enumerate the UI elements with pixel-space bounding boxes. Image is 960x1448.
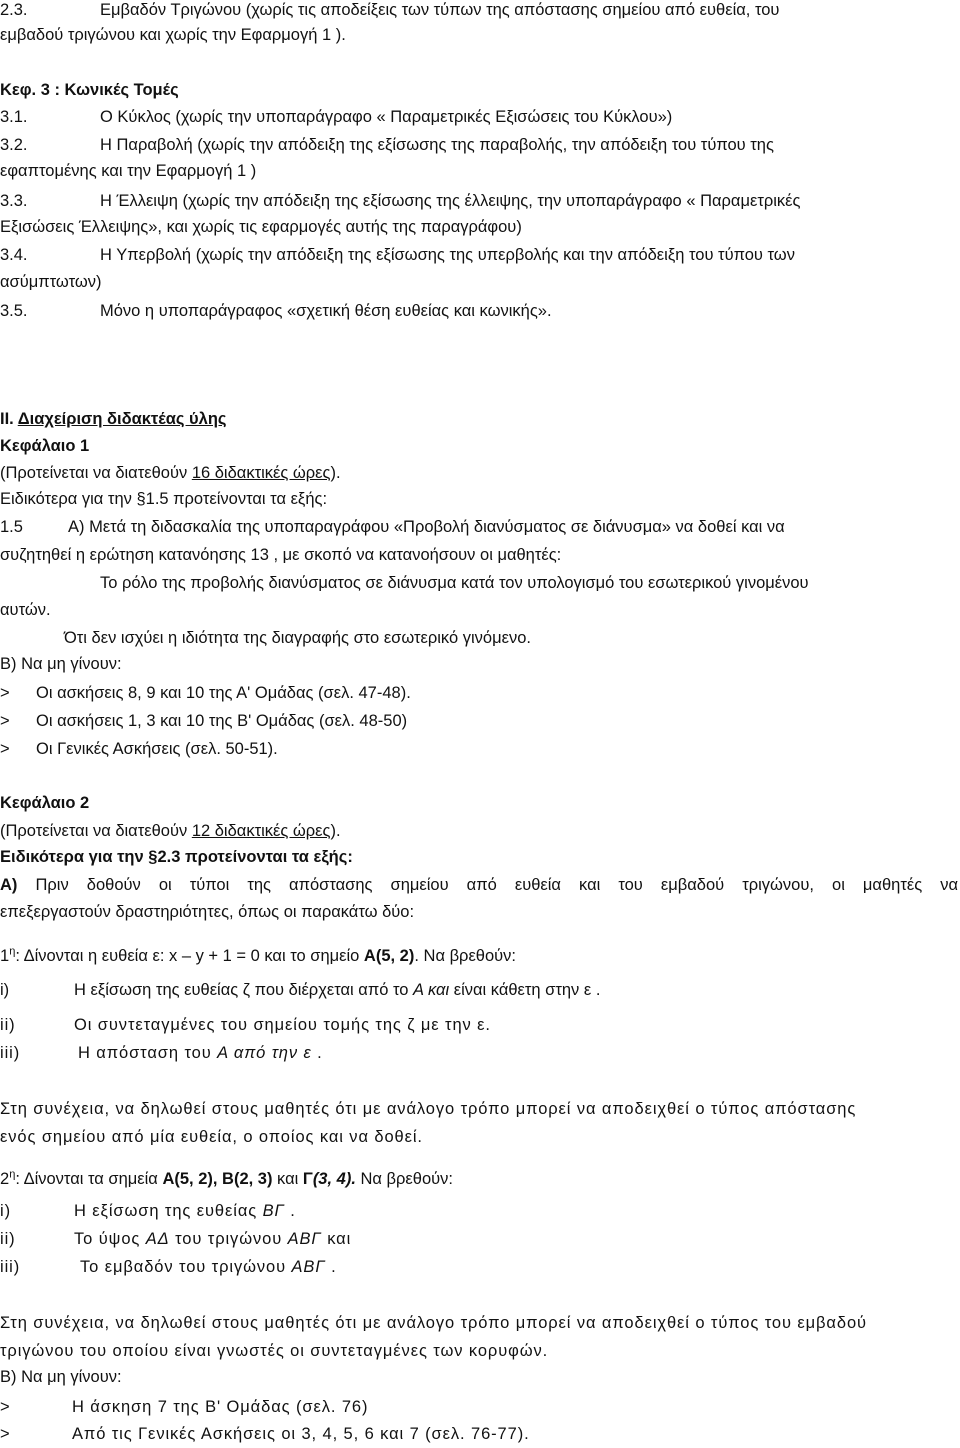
ch1-item-a-cont: συζητηθεί η ερώτηση κατανόησης 13 , με σκοπό να κατανοήσουν οι μαθητές: [0,546,562,564]
list-text: Οι ασκήσεις 8, 9 και 10 της Α' Ομάδας (σελ. 47-48). [36,684,411,702]
activity-text: : Δίνονται τα σημεία [15,1170,163,1188]
part-number: ΙΙ. [0,410,14,428]
hours-suffix: ). [330,464,341,482]
item-text-mid: του τριγώνου [169,1230,288,1248]
section-3-4-cont: ασύμπτωτων) [0,273,102,291]
activity-point-g-coords: (3, 4). [312,1170,356,1188]
activity-1-follow: Στη συνέχεια, να δηλωθεί στους μαθητές ότι με ανάλογο τρόπο μπορεί να αποδειχθεί ο τύπος απόστασης [0,1100,857,1118]
list-text: Οι ασκήσεις 1, 3 και 10 της Β' Ομάδας (σελ. 48-50) [36,712,408,730]
section-2-3-cont: εμβαδού τριγώνου και χωρίς την Εφαρμογή 1 ). [0,26,346,44]
section-3-3-cont: Εξισώσεις Έλλειψης», και χωρίς τις εφαρμογές αυτής της παραγράφου) [0,218,522,236]
list-marker: > [0,740,10,758]
list-item [0,710,408,732]
section-3-5 [0,300,552,322]
chapter-1-title: Κεφάλαιο 1 [0,437,90,455]
list-item [0,1423,530,1445]
hours-prefix: (Προτείνεται να διατεθούν [0,464,192,482]
ch2-item-a [0,874,958,896]
ch1-b-heading: Β) Να μη γίνουν: [0,655,122,673]
activity-2-item [0,1200,296,1222]
section-3-2-cont: εφαπτομένης και την Εφαρμογή 1 ) [0,162,257,180]
chapter-2-hours [0,820,341,842]
activity-1-follow-cont: ενός σημείου από μία ευθεία, ο οποίος και να δοθεί. [0,1128,423,1146]
activity-1-item [0,1042,323,1064]
activity-points: Α(5, 2), Β(2, 3) [162,1170,273,1188]
ch2-b-heading: Β) Να μη γίνουν: [0,1368,122,1386]
item-text-end: . [325,1258,337,1276]
activity-2 [0,1168,453,1190]
list-item [0,738,278,760]
chapter-1-hours [0,462,341,484]
ch1-point-1: Το ρόλο της προβολής διανύσματος σε διάνυσμα κατά τον υπολογισμό του εσωτερικού γινομένου [100,574,809,592]
section-text: Η Έλλειψη (χωρίς την απόδειξη της εξίσωσης της έλλειψης, την υποπαράγραφο « Παραμετρικές [100,192,801,210]
activity-number: 2 [0,1170,10,1188]
section-3-1 [0,106,673,128]
hours-suffix: ). [330,822,341,840]
activity-point-g: Γ [302,1170,313,1188]
hours-value: 16 διδακτικές ώρες [191,464,331,482]
section-number: 3.1. [0,108,28,126]
activity-1-item [0,1014,491,1036]
section-text: Μόνο η υποπαράγραφος «σχετική θέση ευθείας και κωνικής». [100,302,552,320]
section-text: Η Παραβολή (χωρίς την απόδειξη της εξίσωσης της παραβολής, την απόδειξη του τύπου της [100,136,774,154]
chapter-2-title: Κεφάλαιο 2 [0,794,90,812]
item-text: Α) Μετά τη διδασκαλία της υποπαραγράφου «Προβολή διανύσματος σε διάνυσμα» να δοθεί και να [68,518,785,536]
item-text-end: είναι κάθετη στην ε . [449,981,601,999]
item-marker: i) [0,1202,11,1220]
item-text-end: και [321,1230,352,1248]
activity-2-item [0,1256,337,1278]
activity-1-item [0,979,601,1001]
item-text-end: . [284,1202,296,1220]
item-text: Οι συντεταγμένες του σημείου τομής της ζ με την ε. [74,1016,491,1034]
hours-prefix: (Προτείνεται να διατεθούν [0,822,192,840]
activity-2-item [0,1228,352,1250]
section-text: Η Υπερβολή (χωρίς την απόδειξη της εξίσωσης της υπερβολής και την απόδειξη του τύπου των [100,246,795,264]
item-marker: ii) [0,1230,16,1248]
list-marker: > [0,684,10,702]
list-item [0,1396,369,1418]
item-marker: iii) [0,1258,21,1276]
item-italic: ΒΓ [262,1202,285,1220]
section-2-3 [0,0,780,21]
section-number: 3.2. [0,136,28,154]
item-number: 1.5 [0,518,23,536]
activity-text-mid: και [272,1170,303,1188]
section-3-3 [0,190,801,212]
activity-text: : Δίνονται η ευθεία ε: x – y + 1 = 0 και το σημείο [15,947,364,965]
item-label: Α) [0,876,18,894]
item-italic: Α και [413,981,450,999]
activity-number: 1 [0,947,10,965]
ch1-point-1-cont: αυτών. [0,601,51,619]
activity-superscript: η [9,1168,16,1181]
item-text-end: . [311,1044,323,1062]
chapter-3-title: Κεφ. 3 : Κωνικές Τομές [0,81,179,99]
section-text: Ο Κύκλος (χωρίς την υποπαράγραφο « Παραμετρικές Εξισώσεις του Κύκλου») [100,108,673,126]
chapter-2-specific: Ειδικότερα για την §2.3 προτείνονται τα εξής: [0,848,353,866]
activity-text-end: Να βρεθούν: [355,1170,453,1188]
section-number: 3.3. [0,192,28,210]
ch1-point-2: Ότι δεν ισχύει η ιδιότητα της διαγραφής στο εσωτερικό γινόμενο. [64,629,531,647]
item-text: Πριν δοθούν οι τύποι της απόστασης σημείου από ευθεία και του εμβαδού τριγώνου, οι μαθητές να [35,876,958,894]
item-italic: ΑΒΓ [291,1258,326,1276]
item-marker: i) [0,981,10,999]
list-marker: > [0,1398,11,1416]
section-number: 2.3. [0,1,28,19]
activity-2-follow: Στη συνέχεια, να δηλωθεί στους μαθητές ότι με ανάλογο τρόπο μπορεί να αποδειχθεί ο τύπος του εμβαδού [0,1314,867,1332]
item-italic-2: ΑΒΓ [287,1230,322,1248]
section-number: 3.4. [0,246,28,264]
ch2-item-a-cont: επεξεργαστούν δραστηριότητες, όπως οι παρακάτω δύο: [0,903,415,921]
section-text: Εμβαδόν Τριγώνου (χωρίς τις αποδείξεις των τύπων της απόστασης σημείου από ευθεία, του [100,1,780,19]
activity-point: Α(5, 2) [363,947,415,965]
section-3-4 [0,244,795,266]
hours-value: 12 διδακτικές ώρες [191,822,331,840]
list-text: Η άσκηση 7 της Β' Ομάδας (σελ. 76) [72,1398,369,1416]
item-text: Η εξίσωση της ευθείας ζ που διέρχεται από το [74,981,414,999]
chapter-1-specific: Ειδικότερα για την §1.5 προτείνονται τα εξής: [0,490,328,508]
part-title: Διαχείριση διδακτέας ύλης [17,410,227,428]
activity-text-end: . Να βρεθούν: [414,947,517,965]
list-text: Οι Γενικές Ασκήσεις (σελ. 50-51). [36,740,278,758]
section-3-2 [0,134,774,156]
item-text: Το εμβαδόν του τριγώνου [80,1258,292,1276]
ch1-item-a [0,516,785,538]
item-marker: iii) [0,1044,21,1062]
section-number: 3.5. [0,302,28,320]
list-marker: > [0,1425,11,1443]
activity-2-follow-cont: τριγώνου του οποίου είναι γνωστές οι συντεταγμένες των κορυφών. [0,1342,549,1360]
item-marker: ii) [0,1016,16,1034]
item-text: Η απόσταση του [78,1044,218,1062]
activity-1 [0,945,516,967]
activity-superscript: η [9,945,16,958]
item-text: Η εξίσωση της ευθείας [74,1202,263,1220]
list-marker: > [0,712,10,730]
item-italic: ΑΔ [145,1230,170,1248]
list-text: Από τις Γενικές Ασκήσεις οι 3, 4, 5, 6 και 7 (σελ. 76-77). [72,1425,530,1443]
item-italic: Α από την ε [217,1044,312,1062]
list-item [0,682,411,704]
part-2-heading [0,408,227,430]
item-text: Το ύψος [74,1230,146,1248]
